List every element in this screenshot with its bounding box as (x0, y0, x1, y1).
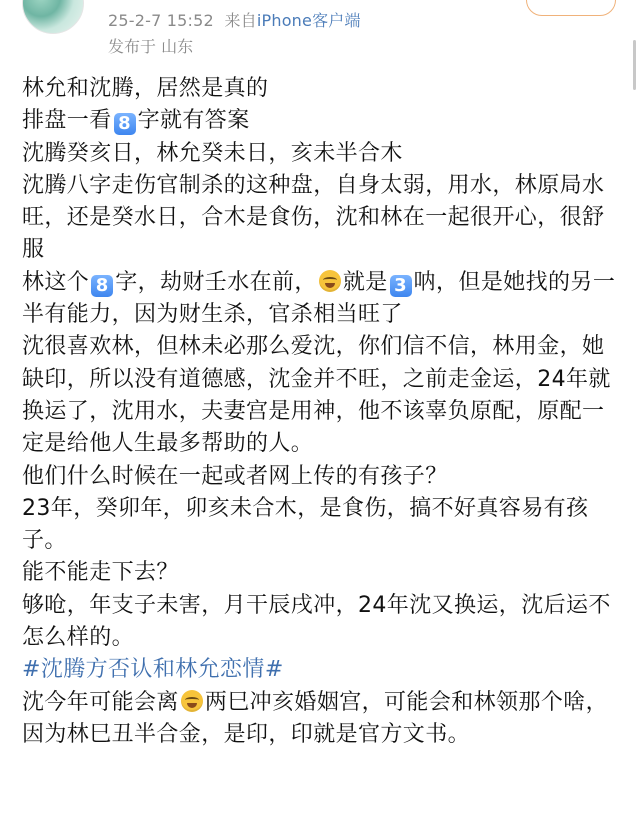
number-8-icon: 8 (114, 113, 136, 135)
avatar[interactable] (22, 0, 84, 34)
hashtag-link[interactable]: #沈腾方否认和林允恋情# (22, 657, 284, 683)
text-line: 沈今年可能会离 两巳冲亥婚姻宫，可能会和林领那个啥，因为林巳丑半合金，是印，印就是官方文书。 (22, 689, 609, 747)
number-8-icon: 8 (91, 275, 113, 297)
text-line: 沈很喜欢林，但林未必那么爱沈，你们信不信，林用金，她缺印，所以没有道德感，沈金并不旺，之前走金运，24年就换运了，沈用水，夫妻宫是用神，他不该辜负原配，原配一定是给他人生最多帮助的人。 (22, 334, 611, 457)
text-line: 林这个 8 字，劫财壬水在前， 就是 3 呐，但是她找的另一半有能力，因为财生杀，官杀相当旺了 (22, 269, 616, 328)
number-3-icon: 3 (390, 275, 412, 297)
post-header (0, 0, 640, 60)
text-line: 够呛，年支子未害，月干辰戌冲，24年沈又换运，沈后运不怎么样的。 (22, 592, 611, 651)
post-timestamp: 25-2-7 15:52 (108, 11, 214, 30)
post-meta (108, 8, 361, 31)
scrollbar[interactable] (633, 40, 636, 90)
source-prefix: 来自 (224, 11, 257, 30)
text-line: 23年，癸卯年，卯亥未合木，是食伤，搞不好真容易有孩子。 (22, 495, 589, 554)
text-line: 沈腾八字走伤官制杀的这种盘，自身太弱，用水，林原局水旺，还是癸水日，合木是食伤，沈和林在一起很开心，很舒服 (22, 172, 605, 263)
text-line: 能不能走下去？ (22, 560, 179, 586)
post-location: 发布于 山东 (108, 37, 194, 56)
text-line: 他们什么时候在一起或者网上传的有孩子？ (22, 463, 448, 489)
text-line: 沈腾癸亥日，林允癸未日，亥未半合木 (22, 140, 403, 166)
crying-laughing-icon (181, 690, 203, 712)
text-line: 林允和沈腾，居然是真的 (22, 76, 269, 101)
device-link[interactable]: iPhone客户端 (256, 11, 361, 30)
follow-button[interactable] (526, 0, 616, 16)
text-line: 排盘一看 8 字就有答案 (22, 108, 250, 135)
crying-laughing-icon (319, 270, 341, 292)
post-content (22, 73, 622, 751)
